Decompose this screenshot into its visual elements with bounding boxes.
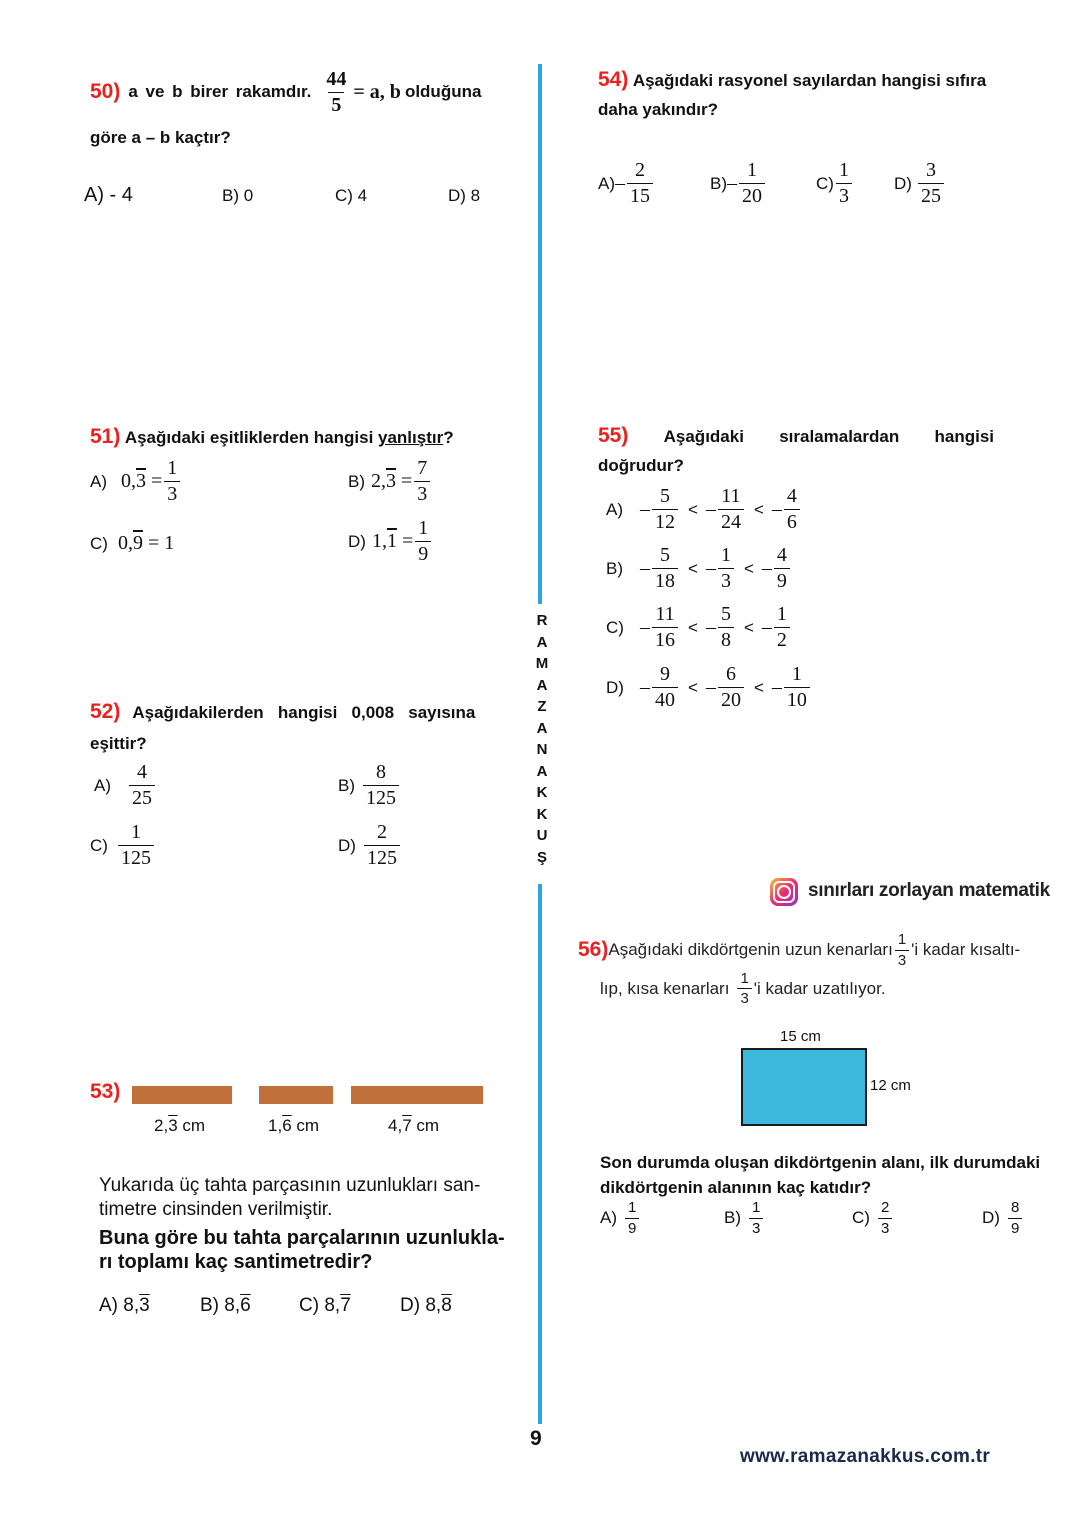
vertical-author-name	[532, 610, 552, 868]
option-c[interactable]	[852, 1200, 894, 1237]
question-number: 56)	[578, 938, 609, 962]
question-text: olduğuna	[404, 82, 482, 101]
option-label: B)	[724, 1208, 741, 1228]
option-a[interactable]	[600, 1200, 641, 1237]
fraction: $\frac{1}{3}$	[895, 932, 909, 969]
option-label: C)	[852, 1208, 870, 1228]
less-than-sign: <	[688, 617, 698, 637]
text-line: timetre cinsinden verilmiştir.	[99, 1199, 333, 1220]
option-d[interactable]	[348, 518, 433, 565]
question-52	[90, 700, 488, 754]
fraction: $\frac{1}{9}$	[415, 518, 431, 565]
option-a[interactable]	[90, 458, 182, 505]
option-label: D)	[348, 531, 366, 551]
vertical-letter: A	[536, 633, 548, 651]
option-label: D)	[606, 677, 624, 697]
question-number: 51)	[90, 425, 121, 448]
question-word: Aşağıdaki	[663, 427, 744, 446]
fraction: $\frac{1}{3}$	[836, 160, 852, 207]
numerator: 5	[660, 485, 670, 507]
option-c[interactable]	[90, 532, 174, 555]
minus-sign: –	[727, 172, 737, 194]
option-b[interactable]	[338, 762, 401, 809]
question-51	[90, 425, 454, 449]
numerator: 4	[786, 485, 797, 507]
question-mark: ?	[443, 428, 454, 447]
wood-plank-2	[259, 1086, 333, 1104]
equation: = a, b	[353, 80, 401, 103]
fraction: $\frac{7}{3}$	[414, 458, 430, 505]
question-number: 53)	[90, 1080, 121, 1103]
vertical-letter: U	[536, 827, 548, 844]
rectangle-height-label: 12 cm	[870, 1077, 911, 1094]
vertical-letter: Ş	[536, 848, 547, 866]
option-label: C)	[816, 173, 834, 193]
denominator: 20	[718, 687, 744, 711]
fraction	[718, 664, 744, 711]
underlined-word: yanlıştır	[378, 428, 444, 447]
less-than-sign: <	[753, 677, 764, 697]
option-label: D)	[338, 835, 356, 855]
vertical-letter: A	[536, 719, 548, 737]
denominator: 9	[774, 568, 790, 592]
option-label: B)	[606, 558, 623, 578]
option-b[interactable]	[606, 545, 792, 592]
question-text: lıp, kısa kenarları	[600, 978, 730, 998]
denominator: 8	[718, 627, 734, 651]
question-56	[578, 932, 1058, 1007]
fraction	[718, 604, 734, 651]
page-number: 9	[530, 1427, 542, 1450]
repeating-decimal: 1,1 =	[371, 530, 414, 552]
question-prompt: rı toplamı kaç santimetredir?	[99, 1251, 373, 1273]
option-b[interactable]: B) 0	[222, 186, 254, 205]
option-a[interactable]	[598, 160, 655, 207]
fraction: $\frac{8}{9}$	[1008, 1200, 1022, 1237]
question-word: sıralamalardan	[779, 427, 900, 446]
minus-sign: –	[640, 557, 650, 579]
question-number: 55)	[598, 424, 629, 447]
plank-length-1: 2,3 cm	[154, 1116, 206, 1135]
fraction: $\frac{1}{3}$	[737, 971, 751, 1008]
question-50	[90, 62, 510, 148]
fraction	[718, 486, 744, 533]
minus-sign: –	[771, 676, 782, 698]
less-than-sign: <	[743, 617, 754, 637]
vertical-letter: R	[536, 612, 548, 629]
question-55	[598, 424, 994, 476]
option-d[interactable]: D) 8,8	[400, 1295, 452, 1316]
denominator: 6	[784, 509, 800, 533]
column-divider-bottom	[538, 884, 542, 1424]
fraction: $\frac{1}{125}$	[118, 822, 154, 869]
minus-sign: –	[705, 557, 716, 579]
fraction: $\frac{8}{125}$	[363, 762, 399, 809]
fraction	[652, 545, 678, 592]
question-text: Aşağıdaki eşitliklerden hangisi	[124, 428, 379, 447]
option-d[interactable]	[982, 1200, 1024, 1237]
website-link[interactable]: www.ramazanakkus.com.tr	[740, 1446, 991, 1467]
question-word: hangisi	[934, 427, 994, 446]
fraction	[774, 604, 790, 651]
wood-plank-1	[132, 1086, 232, 1104]
option-label: B)	[338, 775, 355, 795]
fraction	[784, 486, 800, 533]
fraction	[652, 604, 678, 651]
denominator: 40	[652, 687, 678, 711]
option-label: D)	[982, 1208, 1000, 1228]
option-b[interactable]	[710, 160, 767, 207]
minus-sign: –	[705, 616, 716, 638]
fraction: $\frac{2}{125}$	[364, 822, 400, 869]
question-prompt: Buna göre bu tahta parçalarının uzunlukla-	[99, 1227, 505, 1249]
option-label: B)	[710, 173, 727, 193]
numerator: 11	[721, 485, 741, 507]
option-label: A)	[94, 775, 111, 795]
numerator: 9	[660, 663, 670, 685]
minus-sign: –	[761, 557, 772, 579]
less-than-sign: <	[688, 677, 698, 697]
option-label: C)	[90, 835, 108, 855]
repeating-decimal: 0,9 = 1	[117, 532, 175, 554]
numerator: 1	[720, 544, 731, 566]
repeating-decimal: 0,3 =	[121, 470, 163, 492]
fraction: $\frac{1}{9}$	[625, 1200, 639, 1237]
denominator: 10	[784, 687, 810, 711]
option-label: C)	[90, 533, 108, 553]
option-label: B)	[348, 471, 365, 491]
minus-sign: –	[705, 498, 716, 520]
option-label: A)	[600, 1208, 617, 1228]
minus-sign: –	[615, 172, 625, 194]
minus-sign: –	[640, 616, 650, 638]
denominator: 16	[652, 627, 678, 651]
option-c[interactable]	[816, 160, 854, 207]
vertical-letter: M	[535, 655, 549, 672]
option-a[interactable]: A) - 4	[84, 184, 133, 206]
fraction	[718, 545, 734, 592]
vertical-letter: N	[536, 741, 548, 758]
option-b[interactable]	[724, 1200, 765, 1237]
question-text: 'i kadar kısaltı-	[911, 940, 1021, 960]
instagram-handle[interactable]: sınırları zorlayan matematik	[808, 880, 1050, 901]
question-text: doğrudur?	[598, 456, 684, 475]
repeating-decimal: 2,3 =	[371, 470, 413, 492]
question-54	[598, 68, 1008, 120]
question-text: göre a – b kaçtır?	[90, 128, 231, 147]
plank-length-2: 1,6 cm	[268, 1116, 320, 1135]
option-c[interactable]	[606, 604, 792, 651]
numerator: 5	[720, 603, 731, 625]
question-text: eşittir?	[90, 734, 147, 753]
minus-sign: –	[761, 616, 772, 638]
minus-sign: –	[640, 676, 650, 698]
option-label: D)	[894, 173, 912, 193]
option-label: A)	[90, 471, 107, 491]
option-c[interactable]	[90, 822, 156, 869]
column-divider-top	[538, 64, 542, 604]
question-text: daha yakındır?	[598, 100, 718, 119]
question-text: Aşağıdaki rasyonel sayılardan hangisi sıfıra	[632, 71, 987, 90]
fraction	[652, 486, 678, 533]
denominator: 2	[774, 627, 790, 651]
question-text: 'i kadar uzatılıyor.	[753, 978, 886, 998]
vertical-letter: K	[536, 784, 548, 801]
denominator: 18	[652, 568, 678, 592]
question-prompt	[600, 1150, 1040, 1200]
fraction: $\frac{4}{25}$	[129, 762, 155, 809]
fraction: $\frac{3}{25}$	[918, 160, 944, 207]
numerator: 1	[791, 663, 802, 685]
option-a[interactable]	[94, 762, 157, 809]
text-line: Son durumda oluşan dikdörtgenin alanı, ilk durumdaki	[600, 1153, 1041, 1172]
numerator: 4	[776, 544, 787, 566]
question-number: 54)	[598, 68, 629, 91]
fraction	[774, 545, 790, 592]
less-than-sign: <	[743, 558, 754, 578]
option-c[interactable]: C) 4	[335, 186, 368, 205]
question-number: 52)	[90, 700, 121, 723]
question-text	[99, 1174, 505, 1274]
plank-length-3: 4,7 cm	[388, 1116, 440, 1135]
option-a[interactable]	[606, 486, 802, 533]
question-text: a ve b birer rakamdır.	[128, 82, 312, 101]
option-label: A)	[598, 173, 615, 193]
vertical-letter: Z	[537, 698, 547, 715]
wood-plank-3	[351, 1086, 483, 1104]
minus-sign: –	[705, 676, 716, 698]
instagram-icon	[770, 878, 798, 906]
fraction: $\frac{2}{3}$	[878, 1200, 892, 1237]
less-than-sign: <	[688, 558, 698, 578]
option-a[interactable]: A) 8,3	[99, 1295, 150, 1316]
option-c[interactable]: C) 8,7	[299, 1295, 351, 1316]
option-d[interactable]	[338, 822, 402, 869]
question-text: Aşağıdakilerden hangisi 0,008 sayısına	[132, 703, 476, 722]
fraction: $\frac{1}{20}$	[739, 160, 765, 207]
vertical-letter: A	[536, 676, 548, 694]
numerator: 11	[655, 603, 675, 625]
fraction: $\frac{1}{3}$	[749, 1200, 763, 1237]
question-text: Aşağıdaki dikdörtgenin uzun kenarları	[608, 940, 893, 960]
option-b[interactable]: B) 8,6	[200, 1295, 251, 1316]
vertical-letter: A	[536, 762, 548, 780]
option-d[interactable]	[606, 664, 812, 711]
denominator: 3	[718, 568, 734, 592]
minus-sign: –	[640, 498, 650, 520]
fraction: $\frac{44}{5}$	[326, 67, 347, 116]
question-number: 50)	[90, 80, 121, 103]
less-than-sign: <	[688, 499, 698, 519]
option-d[interactable]: D) 8	[448, 186, 481, 205]
numerator: 1	[776, 603, 787, 625]
fraction: $\frac{1}{3}$	[164, 458, 180, 505]
text-line: Yukarıda üç tahta parçasının uzunlukları san-	[99, 1175, 481, 1196]
minus-sign: –	[771, 498, 782, 520]
text-line: dikdörtgenin alanının kaç katıdır?	[600, 1178, 872, 1197]
less-than-sign: <	[753, 499, 764, 519]
option-d[interactable]	[894, 160, 946, 207]
option-label: A)	[606, 499, 623, 519]
denominator: 12	[652, 509, 678, 533]
rectangle-width-label: 15 cm	[780, 1028, 821, 1045]
fraction	[652, 664, 678, 711]
rectangle	[741, 1048, 867, 1126]
denominator: 24	[718, 509, 744, 533]
vertical-letter: K	[536, 805, 548, 823]
fraction: $\frac{2}{15}$	[627, 160, 653, 207]
fraction	[784, 664, 810, 711]
numerator: 6	[725, 663, 736, 685]
option-label: C)	[606, 617, 624, 637]
numerator: 5	[660, 544, 670, 566]
option-b[interactable]	[348, 458, 432, 505]
